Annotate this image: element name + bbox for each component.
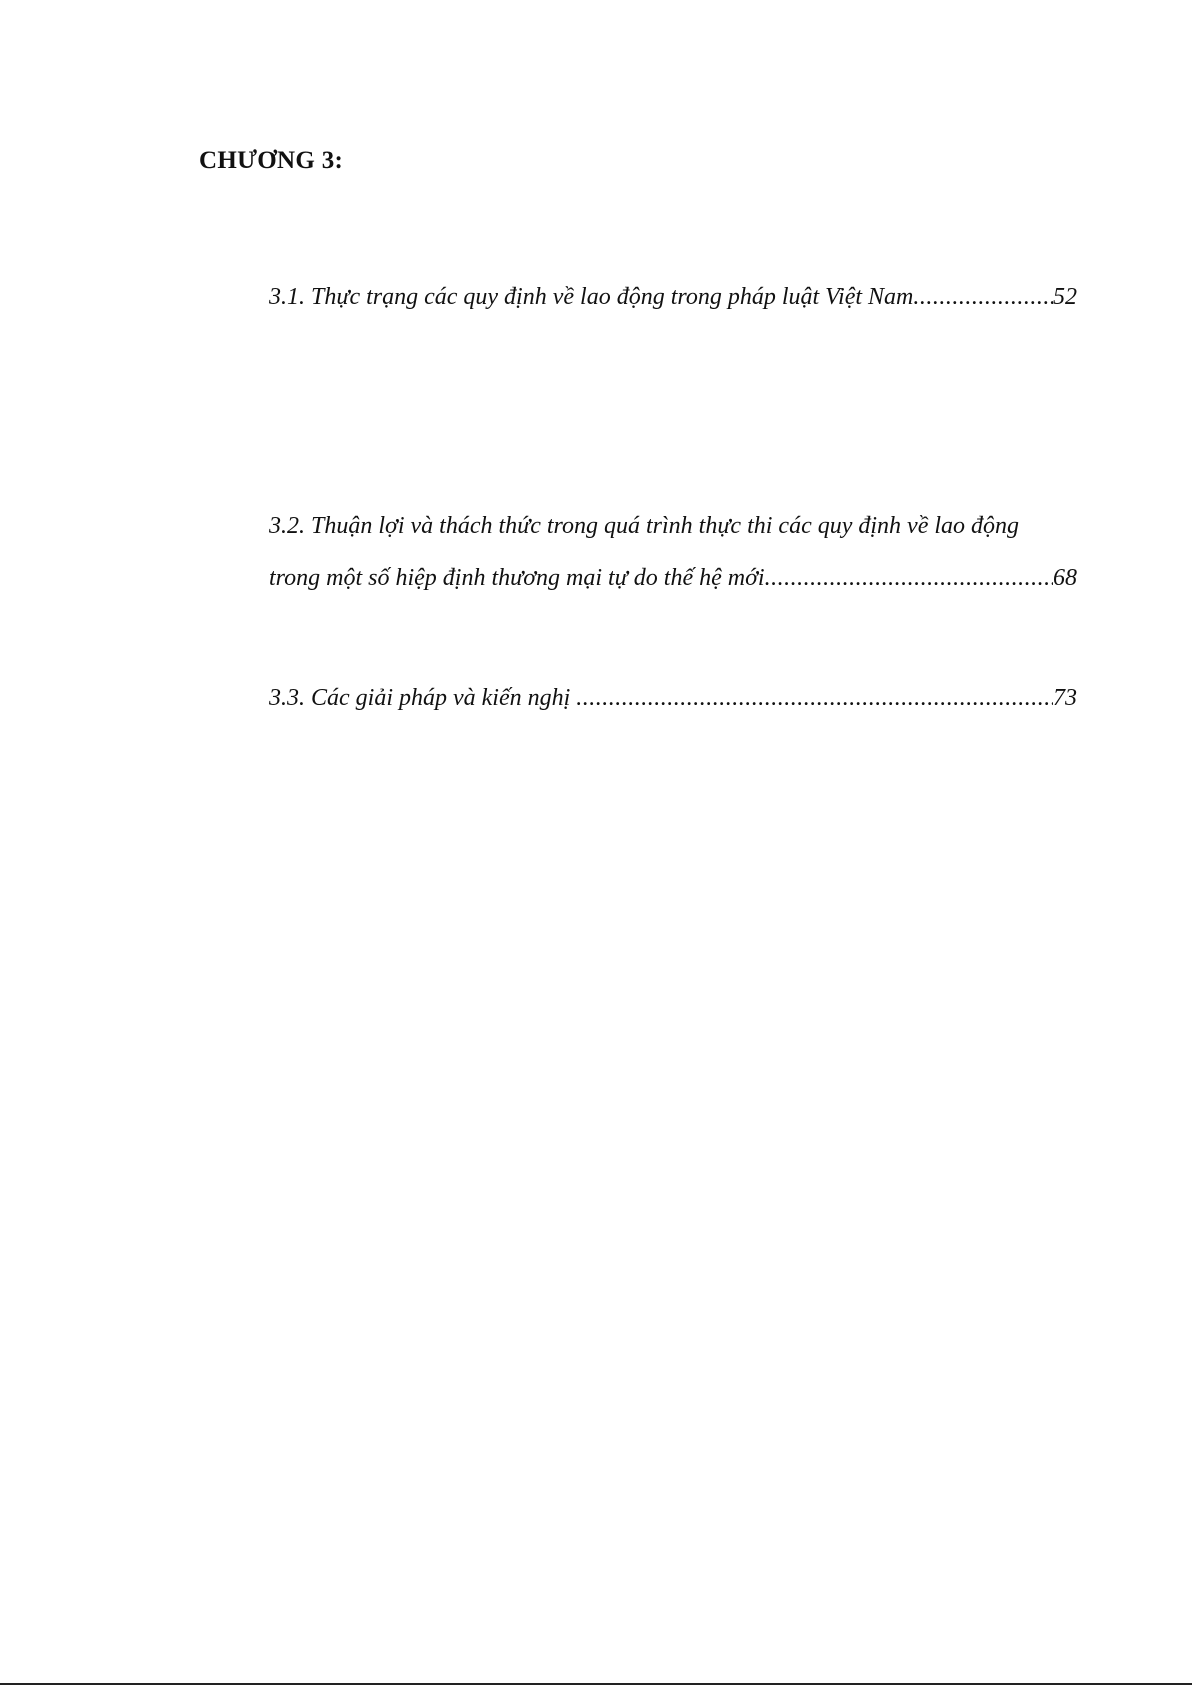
toc-entry-3-1 bbox=[269, 271, 1077, 323]
toc-line bbox=[269, 271, 1077, 323]
dot-leader bbox=[576, 672, 1053, 724]
toc-page-number: 68 bbox=[1053, 565, 1077, 591]
toc-entry-title-line-2: trong một số hiệp định thương mại tự do thế hệ mới bbox=[269, 565, 765, 591]
dot-leader bbox=[765, 552, 1053, 604]
toc-entry-title-line-1: 3.2. Thuận lợi và thách thức trong quá trình thực thi các quy định về lao động bbox=[269, 513, 1020, 539]
toc-page-number: 73 bbox=[1053, 685, 1077, 711]
toc-entry-title: 3.3. Các giải pháp và kiến nghị bbox=[269, 685, 577, 711]
toc-line bbox=[269, 500, 1077, 552]
toc-line bbox=[269, 672, 1077, 724]
chapter-heading: CHƯƠNG 3: bbox=[199, 147, 344, 174]
toc-entry-3-2 bbox=[269, 500, 1077, 604]
toc-page-number: 52 bbox=[1053, 284, 1077, 310]
dot-leader bbox=[913, 271, 1053, 323]
toc-entry-title: 3.1. Thực trạng các quy định về lao động trong pháp luật Việt Nam bbox=[269, 284, 914, 310]
toc-line bbox=[269, 552, 1077, 604]
toc-entry-3-3 bbox=[269, 672, 1077, 724]
